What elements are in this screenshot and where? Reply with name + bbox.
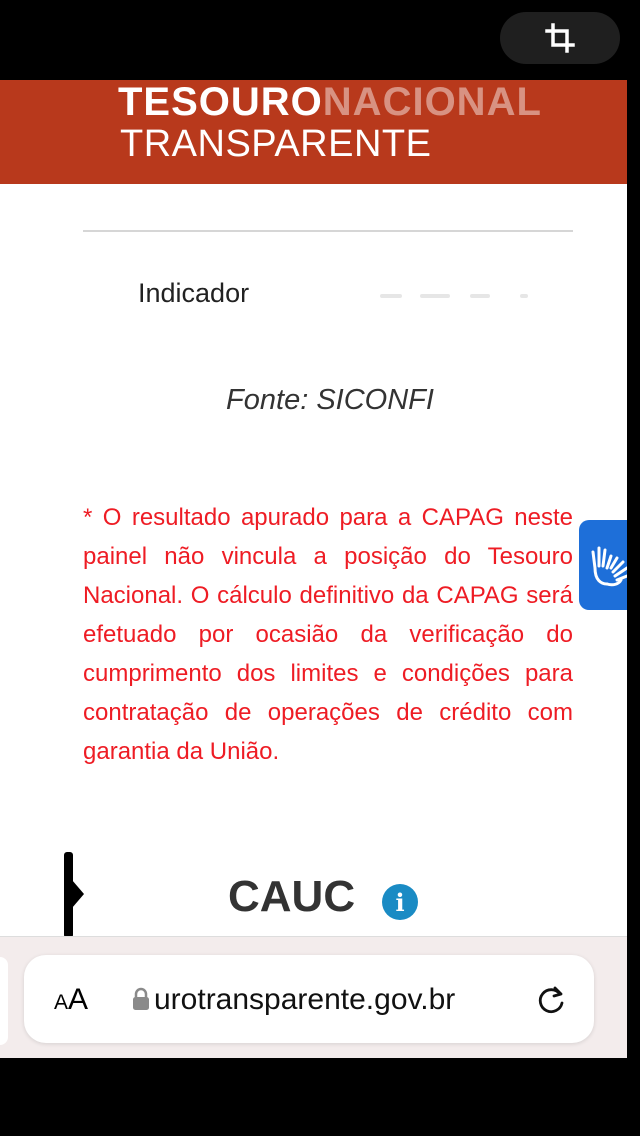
vlibras-hands-icon xyxy=(587,538,627,592)
page-settings-button[interactable]: AA xyxy=(54,983,89,1016)
site-header xyxy=(0,80,627,184)
capag-disclaimer: * O resultado apurado para a CAPAG neste painel não vincula a posição do Tesouro Nacional. O cálculo definitivo da CAPAG será efetuado por ocasião da verificação do cumprimento dos limites e condições para contratação de operações de crédito com garantia da União. xyxy=(83,504,573,765)
url-text[interactable]: urotransparente.gov.br xyxy=(154,983,456,1016)
section-title-cauc: CAUC xyxy=(228,872,356,921)
reload-icon[interactable] xyxy=(534,983,568,1017)
lock-icon xyxy=(132,987,150,1011)
logo-tesouro: TESOURO xyxy=(118,80,323,124)
crop-icon xyxy=(545,23,575,53)
logo-nacional: NACIONAL xyxy=(322,80,542,124)
scroll-handle-arrow xyxy=(72,880,84,908)
crop-button[interactable] xyxy=(500,12,620,64)
status-area xyxy=(0,0,640,80)
indicador-label: Indicador xyxy=(138,278,250,308)
right-edge xyxy=(627,80,640,1058)
vlibras-button[interactable] xyxy=(579,520,627,610)
divider xyxy=(83,230,573,232)
home-indicator-area xyxy=(0,1058,640,1136)
browser-bottom-bar xyxy=(0,936,627,1058)
info-icon[interactable]: i xyxy=(382,884,418,920)
faded-text xyxy=(380,294,530,300)
site-logo[interactable] xyxy=(118,82,542,122)
web-page xyxy=(0,80,627,1058)
source-note: Fonte: SICONFI xyxy=(226,384,434,416)
previous-tab-edge[interactable] xyxy=(0,957,8,1045)
logo-transparente: TRANSPARENTE xyxy=(120,123,432,165)
address-bar[interactable] xyxy=(24,955,594,1043)
